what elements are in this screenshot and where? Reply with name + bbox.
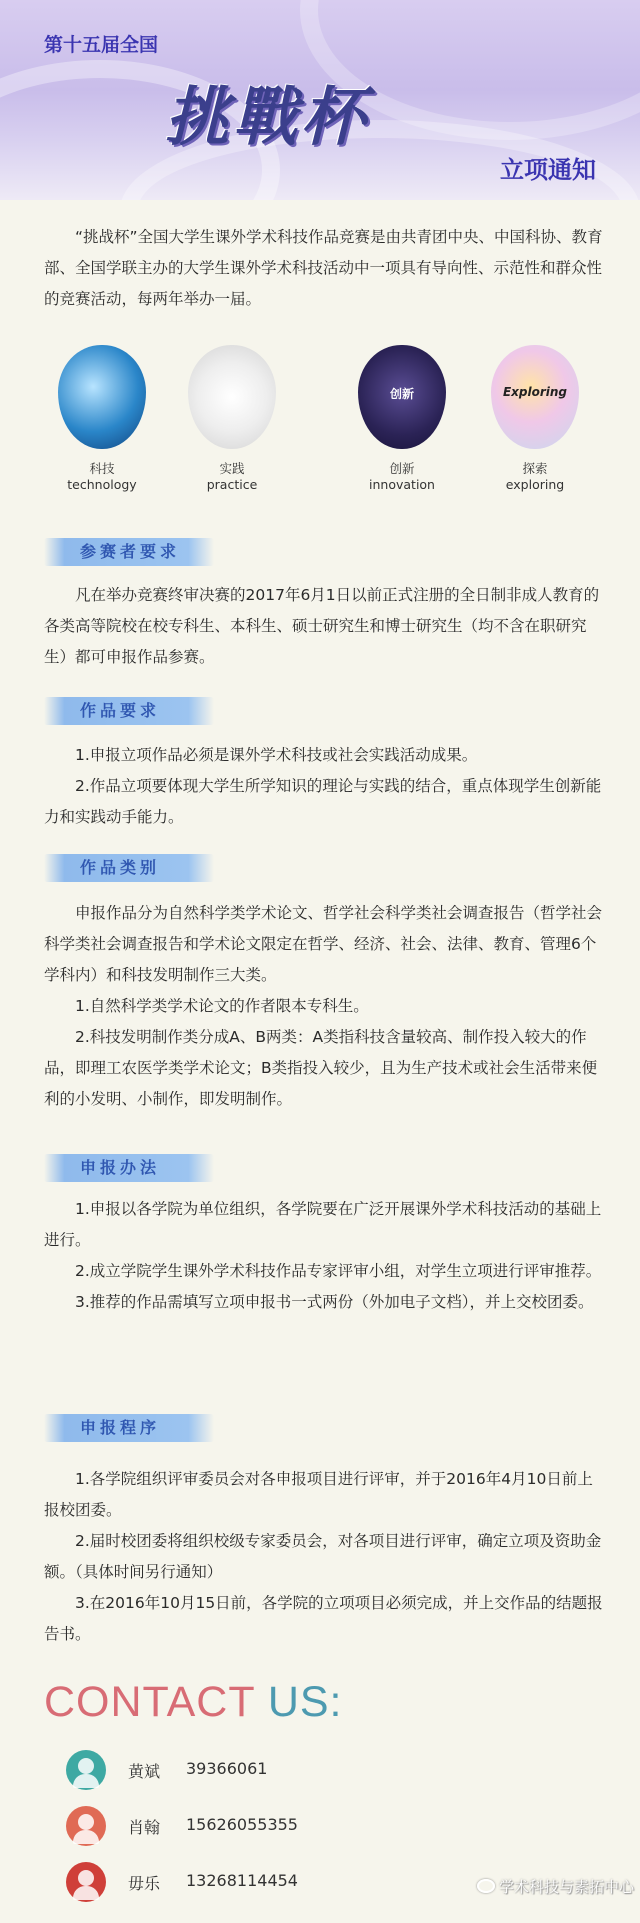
intro-text: “挑战杯”全国大学生课外学术科技作品竞赛是由共青团中央、中国科协、教育部、全国学联主办的大学生课外学术科技活动中一项具有导向性、示范性和群众性的竞赛活动，每两年举办一届。 <box>44 228 603 308</box>
concept-label-cn: 探索 <box>522 461 548 476</box>
concept-innovation <box>352 345 452 493</box>
paragraph: 2.作品立项要体现大学生所学知识的理论与实践的结合，重点体现学生创新能力和实践动手能力。 <box>44 777 602 826</box>
paragraph: 2.科技发明制作类分成A、B两类：A类指科技含量较高、制作投入较大的作品，即理工农医学类学术论文；B类指投入较少，且为生产技术或社会生活带来便利的小发明、小制作，即发明制作。 <box>44 1028 598 1108</box>
paragraph: 3.推荐的作品需填写立项申报书一式两份（外加电子文档），并上交校团委。 <box>75 1293 594 1311</box>
concept-label-en: exploring <box>505 477 565 492</box>
paragraph: 2.成立学院学生课外学术科技作品专家评审小组，对学生立项进行评审推荐。 <box>75 1262 602 1280</box>
contact-phone[interactable]: 39366061 <box>186 1759 268 1778</box>
section-tag-categories: 作品类别 <box>44 854 214 882</box>
account-watermark <box>477 1876 634 1897</box>
avatar-icon <box>66 1862 106 1902</box>
section-tag-procedure: 申报程序 <box>44 1414 214 1442</box>
avatar-icon <box>66 1750 106 1790</box>
section-body-method <box>44 1194 604 1318</box>
section-body-categories <box>44 898 604 1115</box>
section-body-work-requirements <box>44 740 604 833</box>
concept-practice <box>182 345 282 493</box>
paragraph: 3.在2016年10月15日前，各学院的立项项目必须完成，并上交作品的结题报告书。 <box>44 1594 603 1643</box>
contact-heading <box>44 1678 343 1727</box>
paragraph: 凡在举办竞赛终审决赛的2017年6月1日以前正式注册的全日制非成人教育的各类高等院校在校专科生、本科生、硕士研究生和博士研究生（均不含在职研究生）都可申报作品参赛。 <box>44 586 600 666</box>
contact-heading-word: US: <box>267 1678 343 1726</box>
concept-label-cn: 实践 <box>219 461 245 476</box>
contact-name: 黄斌 <box>128 1762 161 1781</box>
contact-name: 毋乐 <box>128 1874 161 1893</box>
contact-name: 肖翰 <box>128 1818 161 1837</box>
concept-exploring <box>485 345 585 493</box>
concept-label-en: practice <box>206 477 258 492</box>
section-tag-work-requirements: 作品要求 <box>44 697 214 725</box>
contact-phone[interactable]: 13268114454 <box>186 1871 298 1890</box>
innovation-badge-image: 创新 <box>358 345 446 449</box>
header-banner <box>0 0 640 200</box>
concept-label-cn: 科技 <box>89 461 115 476</box>
paragraph: 1.申报以各学院为单位组织，各学院要在广泛开展课外学术科技活动的基础上进行。 <box>44 1200 602 1249</box>
technology-badge-image <box>58 345 146 449</box>
intro-paragraph <box>44 222 614 315</box>
section-body-eligibility <box>44 580 604 673</box>
contact-phone[interactable]: 15626055355 <box>186 1815 298 1834</box>
wechat-icon <box>477 1879 495 1893</box>
exploring-badge-image: Exploring <box>491 345 579 449</box>
concept-badges <box>40 345 600 495</box>
notice-title: 立项通知 <box>500 156 596 184</box>
paragraph: 2.届时校团委将组织校级专家委员会，对各项目进行评审，确定立项及资助金额。（具体时间另行通知） <box>44 1532 602 1581</box>
concept-label-en: innovation <box>369 477 435 492</box>
concept-technology <box>52 345 152 493</box>
contact-heading-word: CONTACT <box>44 1678 255 1726</box>
paragraph: 1.申报立项作品必须是课外学术科技或社会实践活动成果。 <box>75 746 478 764</box>
section-body-procedure <box>44 1464 604 1650</box>
watermark-text: 学术科技与素拓中心 <box>498 1878 634 1896</box>
avatar-icon <box>66 1806 106 1846</box>
practice-badge-image <box>188 345 276 449</box>
competition-logo-title: 挑戰杯 <box>165 80 369 155</box>
paragraph: 1.各学院组织评审委员会对各申报项目进行评审，并于2016年4月10日前上报校团委。 <box>44 1470 593 1519</box>
paragraph: 申报作品分为自然科学类学术论文、哲学社会科学类社会调查报告（哲学社会科学类社会调查报告和学术论文限定在哲学、经济、社会、法律、教育、管理6个学科内）和科技发明制作三大类。 <box>44 904 603 984</box>
edition-label: 第十五届全国 <box>44 34 159 56</box>
section-tag-eligibility: 参赛者要求 <box>44 538 214 566</box>
concept-label-en: technology <box>67 477 137 492</box>
concept-label-cn: 创新 <box>389 461 415 476</box>
section-tag-method: 申报办法 <box>44 1154 214 1182</box>
paragraph: 1.自然科学类学术论文的作者限本专科生。 <box>75 997 369 1015</box>
